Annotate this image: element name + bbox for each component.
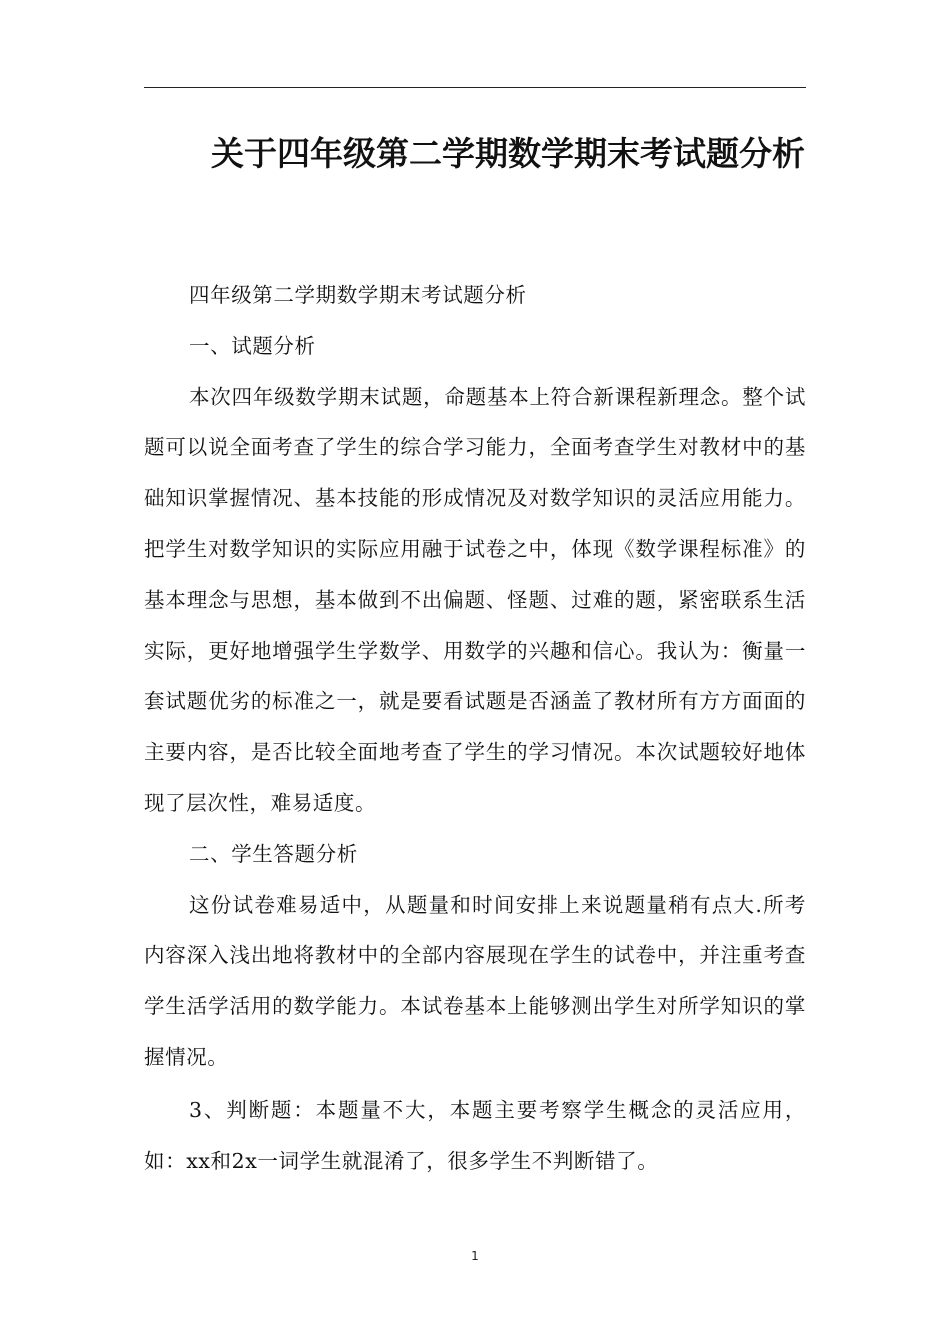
document-body (144, 270, 806, 1186)
section-heading-test-analysis: 一、试题分析 (189, 333, 316, 358)
document-title: 关于四年级第二学期数学期末考试题分析 (211, 134, 805, 173)
paragraph-answer-analysis: 这份试卷难易适中，从题量和时间安排上来说题量稍有点大.所考内容深入浅出地将教材中的全部内容展现在学生的试卷中，并注重考查学生活学活用的数学能力。本试卷基本上能够测出学生对所学知识的掌握情况。 (144, 892, 806, 1069)
paragraph-test-analysis: 本次四年级数学期末试题，命题基本上符合新课程新理念。整个试题可以说全面考查了学生的综合学习能力，全面考查学生对教材中的基础知识掌握情况、基本技能的形成情况及对数学知识的灵活应用能力。把学生对数学知识的实际应用融于试卷之中，体现《数学课程标准》的基本理念与思想，基本做到不出偏题、怪题、过难的题，紧密联系生活实际，更好地增强学生学数学、用数学的兴趣和信心。我认为：衡量一套试题优劣的标准之一，就是要看试题是否涵盖了教材所有方方面面的主要内容，是否比较全面地考查了学生的学习情况。本次试题较好地体现了层次性，难易适度。 (144, 384, 806, 815)
section-heading-answer-analysis: 二、学生答题分析 (189, 841, 358, 866)
header-rule (144, 87, 806, 88)
page-number: 1 (471, 1249, 479, 1263)
paragraph-subtitle: 四年级第二学期数学期末考试题分析 (189, 283, 527, 307)
paragraph-true-false: 3、判断题：本题量不大，本题主要考察学生概念的灵活应用，如：xx和2x一词学生就混淆了，很多学生不判断错了。 (144, 1097, 806, 1173)
